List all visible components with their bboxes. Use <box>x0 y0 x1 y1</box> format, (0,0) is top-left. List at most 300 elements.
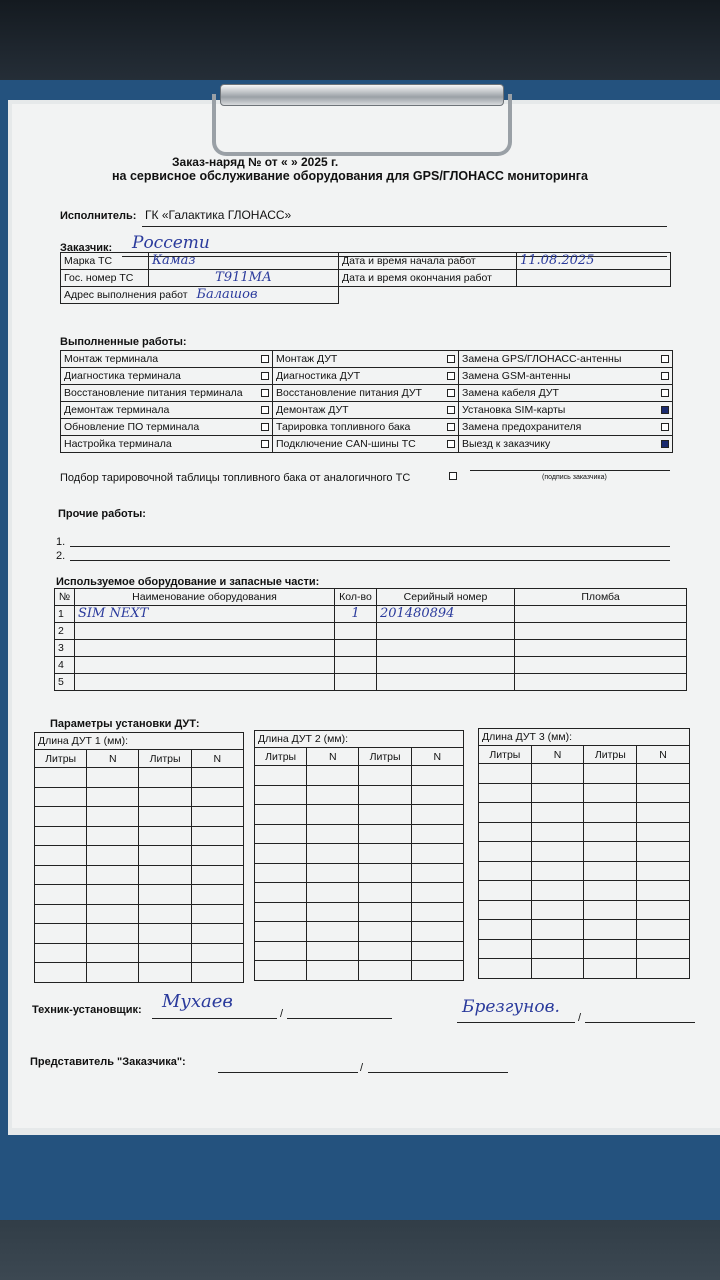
works-row <box>61 367 673 384</box>
start-time-value[interactable]: 11.08.2025 <box>517 253 671 270</box>
dut-cell[interactable] <box>255 863 307 883</box>
work-item[interactable] <box>273 367 459 384</box>
equipment-cell-seal[interactable] <box>515 606 687 623</box>
work-item-label: Демонтаж терминала <box>64 403 170 416</box>
dut-cell[interactable] <box>479 959 532 979</box>
dut-params-title: Параметры установки ДУТ: <box>50 718 200 730</box>
equipment-cell-name[interactable] <box>75 657 335 674</box>
dut-cell[interactable] <box>139 807 191 827</box>
dut-cell[interactable] <box>637 803 690 823</box>
dut-cell[interactable] <box>35 768 87 788</box>
dut-header-cell: Литры <box>139 750 191 768</box>
dut-cell[interactable] <box>479 764 532 784</box>
work-checkbox[interactable] <box>661 372 669 380</box>
equipment-cell-n: 5 <box>55 674 75 691</box>
rep-label: Представитель "Заказчика": <box>30 1056 186 1068</box>
dut-cell[interactable] <box>479 881 532 901</box>
dut-cell[interactable] <box>479 842 532 862</box>
dut-header-cell: Литры <box>359 748 411 766</box>
dut-cell[interactable] <box>584 861 637 881</box>
dut-cell[interactable] <box>191 807 243 827</box>
equipment-cell-qty[interactable] <box>335 674 377 691</box>
dut-cell[interactable] <box>35 826 87 846</box>
equipment-cell-serial[interactable] <box>377 640 515 657</box>
dut-row <box>35 826 244 846</box>
work-checkbox[interactable] <box>261 372 269 380</box>
work-checkbox[interactable] <box>661 440 669 448</box>
dut-cell[interactable] <box>584 842 637 862</box>
dut-row <box>479 861 690 881</box>
dut-row <box>35 865 244 885</box>
dut-cell[interactable] <box>255 922 307 942</box>
equipment-row <box>55 623 687 640</box>
dut-cell[interactable] <box>531 783 584 803</box>
dut-cell[interactable] <box>139 885 191 905</box>
work-item[interactable] <box>273 435 459 452</box>
work-item[interactable] <box>459 367 673 384</box>
dut-cell[interactable] <box>87 943 139 963</box>
dut-row <box>255 961 464 981</box>
work-checkbox[interactable] <box>261 440 269 448</box>
equipment-cell-serial[interactable] <box>377 657 515 674</box>
dut-cell[interactable] <box>87 826 139 846</box>
dut-cell[interactable] <box>411 824 463 844</box>
equipment-table <box>54 588 687 691</box>
other-works-2: 2. <box>56 550 66 562</box>
dut-cell[interactable] <box>87 904 139 924</box>
work-item[interactable] <box>61 435 273 452</box>
dut-cell[interactable] <box>637 783 690 803</box>
work-checkbox[interactable] <box>447 423 455 431</box>
work-checkbox[interactable] <box>661 423 669 431</box>
customer-value[interactable]: Россети <box>132 233 210 253</box>
dut-cell[interactable] <box>35 904 87 924</box>
other-works-line-2[interactable] <box>70 560 670 561</box>
dut-header-cell: N <box>531 746 584 764</box>
work-checkbox[interactable] <box>261 355 269 363</box>
dut-cell[interactable] <box>531 959 584 979</box>
dut-cell[interactable] <box>191 768 243 788</box>
dut-cell[interactable] <box>531 939 584 959</box>
dut-cell[interactable] <box>87 885 139 905</box>
dut-cell[interactable] <box>139 846 191 866</box>
work-checkbox[interactable] <box>447 355 455 363</box>
work-item[interactable] <box>61 384 273 401</box>
dut-row <box>255 785 464 805</box>
dut-cell[interactable] <box>359 844 411 864</box>
title-line-1: Заказ-наряд № от « » 2025 г. <box>172 155 339 169</box>
equipment-cell-qty[interactable] <box>335 657 377 674</box>
work-checkbox[interactable] <box>661 406 669 414</box>
dut-cell[interactable] <box>139 865 191 885</box>
dut-table-2 <box>254 730 464 981</box>
dut-cell[interactable] <box>637 959 690 979</box>
dut-row <box>255 844 464 864</box>
equipment-cell-seal[interactable] <box>515 623 687 640</box>
dut-header-cell: N <box>307 748 359 766</box>
work-checkbox[interactable] <box>447 406 455 414</box>
rep-name-line[interactable] <box>368 1072 508 1073</box>
equipment-cell-seal[interactable] <box>515 640 687 657</box>
dut-cell[interactable] <box>87 768 139 788</box>
dut-row <box>255 941 464 961</box>
dut-cell[interactable] <box>255 824 307 844</box>
brand-value[interactable]: Камаз <box>149 253 339 270</box>
dut-header-cell: Литры <box>584 746 637 764</box>
dut-cell[interactable] <box>411 844 463 864</box>
dut-cell[interactable] <box>411 961 463 981</box>
work-item-label: Замена GPS/ГЛОНАСС-антенны <box>462 352 622 365</box>
dut-row <box>479 881 690 901</box>
work-checkbox[interactable] <box>447 440 455 448</box>
dut-cell[interactable] <box>584 939 637 959</box>
customer-label: Заказчик: <box>60 242 113 254</box>
dut-row <box>479 842 690 862</box>
dut-cell[interactable] <box>411 941 463 961</box>
work-item-label: Диагностика терминала <box>64 369 181 382</box>
works-row <box>61 350 673 367</box>
dut-cell[interactable] <box>637 920 690 940</box>
dut-cell[interactable] <box>87 865 139 885</box>
equipment-cell-n: 1 <box>55 606 75 623</box>
dut-row <box>35 943 244 963</box>
dut-cell[interactable] <box>637 842 690 862</box>
dut-cell[interactable] <box>479 920 532 940</box>
tech-signature[interactable]: Мухаев <box>162 991 233 1012</box>
dut-cell[interactable] <box>255 844 307 864</box>
work-checkbox[interactable] <box>261 406 269 414</box>
dut-row <box>35 924 244 944</box>
dut-cell[interactable] <box>359 961 411 981</box>
dut-cell[interactable] <box>411 785 463 805</box>
dut-table-1 <box>34 732 244 983</box>
clip-bar <box>220 84 504 106</box>
dut-cell[interactable] <box>637 861 690 881</box>
equipment-cell-name[interactable]: SIM NEXT <box>75 606 335 623</box>
dut-cell[interactable] <box>411 805 463 825</box>
dut-cell[interactable] <box>584 881 637 901</box>
dut-cell[interactable] <box>139 963 191 983</box>
dut-row <box>255 902 464 922</box>
plate-value[interactable]: Т911МА <box>149 270 339 287</box>
dut-cell[interactable] <box>35 963 87 983</box>
work-checkbox[interactable] <box>261 389 269 397</box>
dut-cell[interactable] <box>255 805 307 825</box>
dut-cell[interactable] <box>255 766 307 786</box>
dut-cell[interactable] <box>139 787 191 807</box>
dut-cell[interactable] <box>87 846 139 866</box>
dut-cell[interactable] <box>139 943 191 963</box>
dut-cell[interactable] <box>35 807 87 827</box>
dut-cell[interactable] <box>191 963 243 983</box>
dut-cell[interactable] <box>411 902 463 922</box>
dut-cell[interactable] <box>479 803 532 823</box>
dut-row <box>479 959 690 979</box>
work-checkbox[interactable] <box>661 389 669 397</box>
dut-cell[interactable] <box>87 963 139 983</box>
equipment-cell-qty[interactable]: 1 <box>335 606 377 623</box>
dut-cell[interactable] <box>35 885 87 905</box>
dut-cell[interactable] <box>307 766 359 786</box>
rep-signature-line[interactable] <box>218 1072 358 1073</box>
dut-cell[interactable] <box>255 902 307 922</box>
dut-length-label: Длина ДУТ 1 (мм): <box>35 733 244 750</box>
dut-cell[interactable] <box>531 861 584 881</box>
dut-cell[interactable] <box>479 861 532 881</box>
dut-cell[interactable] <box>584 822 637 842</box>
start-time-label: Дата и время начала работ <box>339 253 517 270</box>
tank-table-checkbox[interactable] <box>449 472 457 480</box>
dut-row <box>255 766 464 786</box>
dut-header-cell: N <box>87 750 139 768</box>
dut-row <box>35 846 244 866</box>
work-order-sheet: Заказ-наряд № от « » 2025 г. на сервисное обслуживание оборудования для GPS/ГЛОНАСС мониторинга Исполнитель: ГК «Галактика ГЛОНАСС» Заказчик: Россети Марка ТС Камаз Дата и время начала работ 11.08.2025 Гос. номер ТС Т911МА Дата и время окончания работ Адрес выполнения работ Балашов Выполненные работы: Монтаж терминала Монтаж ДУТ Замена GPS/ГЛОНАСС-антенны Диагностика терминала Диагностика ДУТ Замена GSM-антенны Восстановление питания терминала Восстановление питания ДУТ Замена кабеля ДУТ Демонтаж терминала Демонтаж ДУТ Установка SIM-карты Обновление ПО терминала Тарировка топливного бака Замена предохранителя Настройка терминала Подключение CAN-шины ТС Выезд к заказчику Подбор тарировочной таблицы топливного бака от аналогичного ТС (подпись заказчика) Прочие работы: 1. 2. Используемое оборудование и запасные части: № Наименование оборудования Кол-во Серийный номер Пломба 1 SIM NEXT 1 201480894 2 3 4 5 Параметры установки ДУТ: Длина ДУТ 1 (мм): Литры N Литры N Длина ДУТ 2 (мм): Литры N Литры N Длина ДУТ 3 (мм): Литры N Литры N Техник-установщик: Мухаев / Брезгунов. / Представитель "Заказчика": / <box>12 104 720 1128</box>
work-checkbox[interactable] <box>447 389 455 397</box>
work-item-label: Монтаж ДУТ <box>276 352 338 365</box>
dut-row <box>479 803 690 823</box>
dut-cell[interactable] <box>359 824 411 844</box>
dut-cell[interactable] <box>531 920 584 940</box>
work-item-label: Установка SIM-карты <box>462 403 566 416</box>
equipment-row <box>55 640 687 657</box>
dut-cell[interactable] <box>191 865 243 885</box>
work-checkbox[interactable] <box>261 423 269 431</box>
equipment-cell-n: 3 <box>55 640 75 657</box>
dut-cell[interactable] <box>307 824 359 844</box>
dut-cell[interactable] <box>584 783 637 803</box>
equipment-cell-qty[interactable] <box>335 640 377 657</box>
equipment-title: Используемое оборудование и запасные части: <box>56 576 320 588</box>
work-item[interactable] <box>459 401 673 418</box>
dut-cell[interactable] <box>359 805 411 825</box>
dut-cell[interactable] <box>191 787 243 807</box>
equipment-cell-seal[interactable] <box>515 674 687 691</box>
work-checkbox[interactable] <box>661 355 669 363</box>
work-item-label: Подключение CAN-шины ТС <box>276 437 416 450</box>
work-item[interactable] <box>61 418 273 435</box>
dut-row <box>255 922 464 942</box>
dut-cell[interactable] <box>307 961 359 981</box>
work-item-label: Монтаж терминала <box>64 352 159 365</box>
dut-cell[interactable] <box>255 941 307 961</box>
dut-cell[interactable] <box>411 766 463 786</box>
work-item-label: Обновление ПО терминала <box>64 420 200 433</box>
dut-header-cell: N <box>637 746 690 764</box>
dut-cell[interactable] <box>307 922 359 942</box>
dut-cell[interactable] <box>411 883 463 903</box>
work-item[interactable] <box>459 418 673 435</box>
equipment-cell-qty[interactable] <box>335 623 377 640</box>
equipment-cell-seal[interactable] <box>515 657 687 674</box>
dut-cell[interactable] <box>87 787 139 807</box>
dut-table-3 <box>478 728 690 979</box>
dut-header-row <box>255 748 464 766</box>
tech-name-extra-line <box>585 1022 695 1023</box>
work-item[interactable] <box>61 401 273 418</box>
work-item[interactable] <box>459 350 673 367</box>
equipment-cell-n: 4 <box>55 657 75 674</box>
work-item-label: Замена GSM-антенны <box>462 369 571 382</box>
dut-cell[interactable] <box>35 943 87 963</box>
dut-cell[interactable] <box>307 902 359 922</box>
dut-cell[interactable] <box>584 803 637 823</box>
other-works-title: Прочие работы: <box>58 508 146 520</box>
address-cell <box>61 287 339 304</box>
dut-cell[interactable] <box>637 764 690 784</box>
address-label: Адрес выполнения работ <box>64 289 188 301</box>
work-item-label: Демонтаж ДУТ <box>276 403 349 416</box>
dut-cell[interactable] <box>479 783 532 803</box>
address-value[interactable]: Балашов <box>196 287 258 302</box>
equipment-row <box>55 657 687 674</box>
dut-cell[interactable] <box>479 822 532 842</box>
dut-cell[interactable] <box>255 883 307 903</box>
dut-row <box>35 787 244 807</box>
dut-cell[interactable] <box>359 766 411 786</box>
dut-cell[interactable] <box>637 939 690 959</box>
equipment-cell-serial[interactable] <box>377 674 515 691</box>
work-item-label: Восстановление питания терминала <box>64 386 243 399</box>
dut-cell[interactable] <box>35 846 87 866</box>
dut-row <box>35 768 244 788</box>
dut-cell[interactable] <box>307 941 359 961</box>
dut-cell[interactable] <box>307 805 359 825</box>
dut-cell[interactable] <box>87 924 139 944</box>
dut-cell[interactable] <box>191 943 243 963</box>
dut-cell[interactable] <box>35 865 87 885</box>
dut-length-label: Длина ДУТ 3 (мм): <box>479 729 690 746</box>
work-item[interactable] <box>61 350 273 367</box>
clipboard-clip <box>212 84 512 160</box>
dut-cell[interactable] <box>531 822 584 842</box>
dut-cell[interactable] <box>411 922 463 942</box>
dut-cell[interactable] <box>139 924 191 944</box>
end-time-value[interactable] <box>517 270 671 287</box>
work-item[interactable] <box>459 435 673 452</box>
dut-header-cell: Литры <box>255 748 307 766</box>
dut-row <box>35 885 244 905</box>
dut-cell[interactable] <box>307 844 359 864</box>
dut-header-cell: Литры <box>479 746 532 764</box>
dut-cell[interactable] <box>35 924 87 944</box>
work-item[interactable] <box>273 418 459 435</box>
dut-cell[interactable] <box>479 939 532 959</box>
dut-cell[interactable] <box>359 922 411 942</box>
dut-cell[interactable] <box>584 764 637 784</box>
dut-cell[interactable] <box>531 842 584 862</box>
work-item-label: Диагностика ДУТ <box>276 369 361 382</box>
dut-cell[interactable] <box>255 961 307 981</box>
work-item[interactable] <box>273 384 459 401</box>
executor-line <box>142 226 667 227</box>
dut-row <box>255 883 464 903</box>
dut-cell[interactable] <box>584 920 637 940</box>
dut-row <box>255 805 464 825</box>
dut-cell[interactable] <box>531 803 584 823</box>
dut-cell[interactable] <box>307 863 359 883</box>
dut-cell[interactable] <box>191 826 243 846</box>
works-title: Выполненные работы: <box>60 336 187 348</box>
dut-cell[interactable] <box>307 883 359 903</box>
work-item[interactable] <box>273 350 459 367</box>
dut-cell[interactable] <box>191 924 243 944</box>
equipment-cell-name[interactable] <box>75 640 335 657</box>
executor-value: ГК «Галактика ГЛОНАСС» <box>145 208 292 222</box>
dut-cell[interactable] <box>139 826 191 846</box>
dut-cell[interactable] <box>584 900 637 920</box>
dut-cell[interactable] <box>139 768 191 788</box>
work-item-label: Замена предохранителя <box>462 420 582 433</box>
tech-name-line <box>457 1022 575 1023</box>
dut-row <box>479 939 690 959</box>
work-item[interactable] <box>459 384 673 401</box>
dut-cell[interactable] <box>584 959 637 979</box>
dut-row <box>35 807 244 827</box>
dut-cell[interactable] <box>637 822 690 842</box>
dut-cell[interactable] <box>35 787 87 807</box>
dut-row <box>479 822 690 842</box>
other-works-line-1[interactable] <box>70 546 670 547</box>
dut-cell[interactable] <box>411 863 463 883</box>
signature-caption: (подпись заказчика) <box>542 474 607 481</box>
other-works-1: 1. <box>56 536 66 548</box>
dut-cell[interactable] <box>637 881 690 901</box>
dut-cell[interactable] <box>307 785 359 805</box>
work-item-label: Восстановление питания ДУТ <box>276 386 422 399</box>
dut-cell[interactable] <box>191 846 243 866</box>
work-item[interactable] <box>273 401 459 418</box>
dut-cell[interactable] <box>359 902 411 922</box>
dut-cell[interactable] <box>479 900 532 920</box>
dut-cell[interactable] <box>359 863 411 883</box>
equipment-cell-name[interactable] <box>75 623 335 640</box>
equipment-header-cell: Кол-во <box>335 589 377 606</box>
works-row <box>61 401 673 418</box>
works-row <box>61 384 673 401</box>
dut-cell[interactable] <box>531 881 584 901</box>
title-line-2: на сервисное обслуживание оборудования для GPS/ГЛОНАСС мониторинга <box>112 169 588 183</box>
equipment-cell-serial[interactable] <box>377 623 515 640</box>
dut-cell[interactable] <box>359 785 411 805</box>
dut-cell[interactable] <box>139 904 191 924</box>
work-checkbox[interactable] <box>447 372 455 380</box>
work-item-label: Выезд к заказчику <box>462 437 551 450</box>
dut-row <box>255 863 464 883</box>
dut-cell[interactable] <box>255 785 307 805</box>
dut-row <box>255 824 464 844</box>
equipment-cell-serial[interactable]: 201480894 <box>377 606 515 623</box>
dut-header-cell: N <box>411 748 463 766</box>
dut-cell[interactable] <box>531 900 584 920</box>
equipment-header-cell: Серийный номер <box>377 589 515 606</box>
dut-cell[interactable] <box>359 941 411 961</box>
equipment-header-cell: Наименование оборудования <box>75 589 335 606</box>
executor-label: Исполнитель: <box>60 210 137 222</box>
dut-cell[interactable] <box>191 904 243 924</box>
dut-cell[interactable] <box>87 807 139 827</box>
dut-header-cell: Литры <box>35 750 87 768</box>
customer-signature-line <box>470 470 670 471</box>
equipment-cell-name[interactable] <box>75 674 335 691</box>
dut-cell[interactable] <box>191 885 243 905</box>
work-item-label: Замена кабеля ДУТ <box>462 386 559 399</box>
dut-row <box>479 783 690 803</box>
tech-name[interactable]: Брезгунов. <box>462 997 560 1017</box>
dut-cell[interactable] <box>359 883 411 903</box>
work-item[interactable] <box>61 367 273 384</box>
dut-cell[interactable] <box>637 900 690 920</box>
dut-cell[interactable] <box>531 764 584 784</box>
